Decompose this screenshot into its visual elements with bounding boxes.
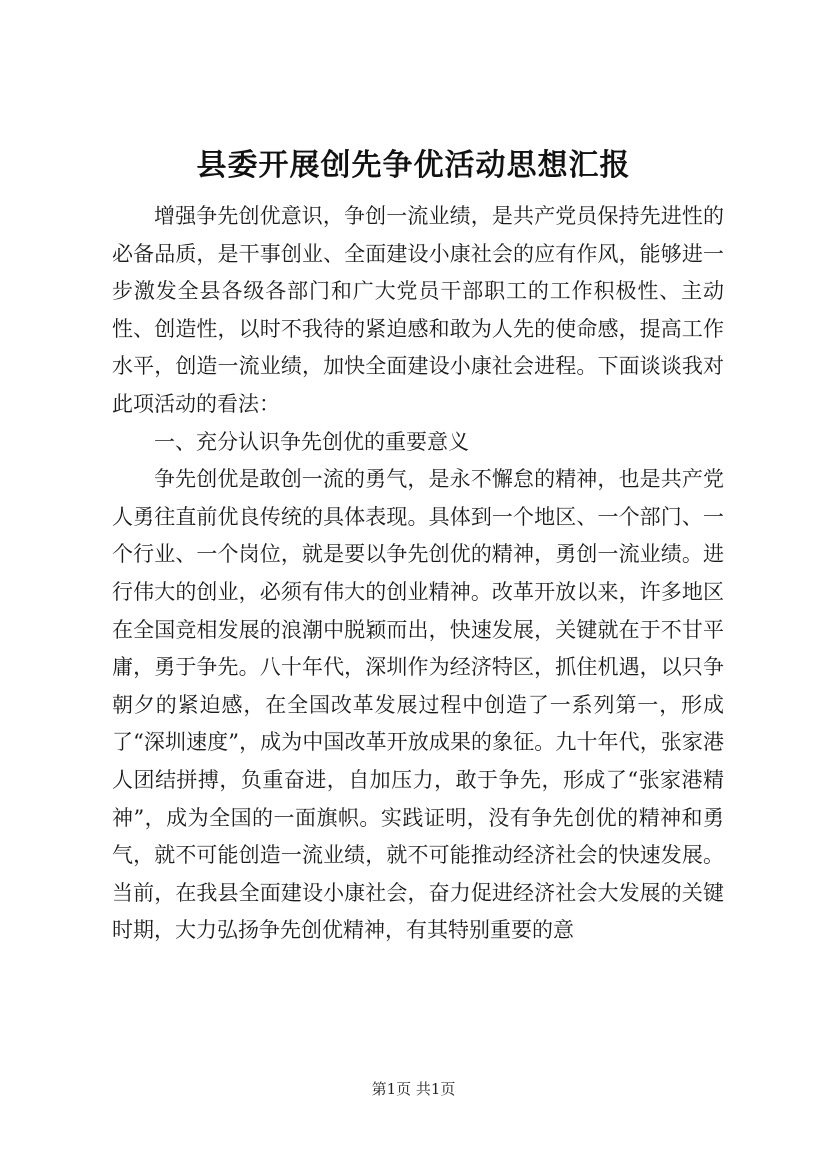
paragraph-section-1: 争先创优是敢创一流的勇气，是永不懈怠的精神，也是共产党人勇往直前优良传统的具体表现。具体到一个地区、一个部门、一个行业、一个岗位，就是要以争先创优的精神，勇创一流业绩。进行伟大的创业，必须有伟大的创业精神。改革开放以来，许多地区在全国竞相发展的浪潮中脱颖而出，快速发展，关键就在于不甘平庸，勇于争先。八十年代，深圳作为经济特区，抓住机遇，以只争朝夕的紧迫感，在全国改革发展过程中创造了一系列第一，形成了“深圳速度”，成为中国改革开放成果的象征。九十年代，张家港人团结拼搏，负重奋进，自加压力，敢于争先，形成了“张家港精神”，成为全国的一面旗帜。实践证明，没有争先创优的精神和勇气，就不可能创造一流业绩，就不可能推动经济社会的快速发展。当前，在我县全面建设小康社会，奋力促进经济社会大发展的关键时期，大力弘扬争先创优精神，有其特别重要的意 xyxy=(112,467,724,943)
document-title: 县委开展创先争优活动思想汇报 xyxy=(196,148,631,183)
paragraph-intro: 增强争先创优意识，争创一流业绩，是共产党员保持先进性的必备品质，是干事创业、全面建设小康社会的应有作风，能够进一步激发全县各级各部门和广大党员干部职工的工作积极性、主动性、创造性，以时不我待的紧迫感和敢为人先的使命感，提高工作水平，创造一流业绩，加快全面建设小康社会进程。下面谈谈我对此项活动的看法： xyxy=(112,204,724,416)
page-footer: 第1页 共1页 xyxy=(371,1080,456,1098)
document-body xyxy=(112,198,724,950)
section-heading-1: 一、充分认识争先创优的重要意义 xyxy=(154,429,469,454)
